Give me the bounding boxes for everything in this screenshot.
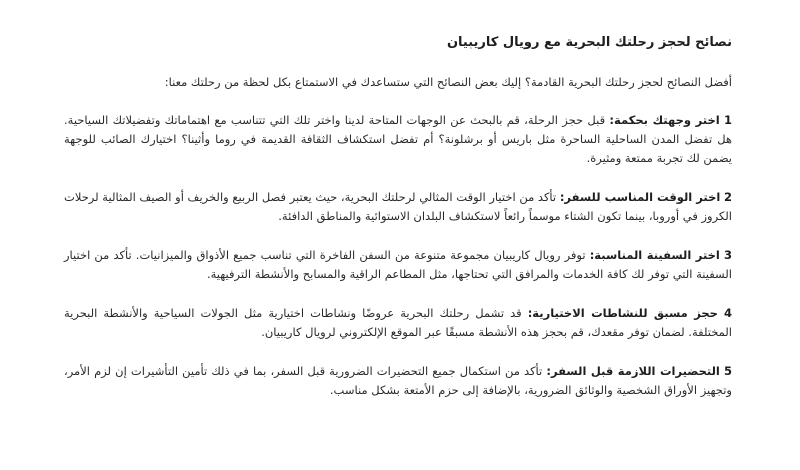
tip-heading: اختر وجهتك بحكمة: [609,113,720,127]
tip-number: 3 [724,248,733,262]
tip-item [64,111,732,168]
tip-heading: حجز مسبق للنشاطات الاختيارية: [527,306,718,320]
tip-item [64,188,732,226]
document-title: نصائح لحجز رحلتك البحرية مع رويال كاريبيان [446,35,732,50]
tip-body: قبل حجز الرحلة، قم بالبحث عن الوجهات المتاحة لدينا واختر تلك التي تتناسب مع اهتماماتك وتفضيلاتك السياحية. هل تفضل المدن الساحلية الساحرة مثل باريس أو برشلونة؟ أم تفضل استكشاف الثقافة القديمة في روما وأثينا؟ اختيارك الصائب للوجهة يضمن لك تجربة ممتعة ومثيرة. [64,113,732,165]
tip-number: 5 [724,364,733,378]
tip-number: 1 [724,113,733,127]
intro-paragraph: أفضل النصائح لحجز رحلتك البحرية القادمة؟ إليك بعض النصائح التي ستساعدك في الاستمتاع بكل لحظة من رحلتك معنا: [164,75,732,89]
tip-heading: اختر السفينة المناسبة: [589,248,720,262]
tip-body: تأكد من اختيار الوقت المثالي لرحلتك البحرية، حيث يعتبر فصل الربيع والخريف أو الصيف المثالية لرحلات الكروز في أوروبا، بينما تكون الشتاء موسماً رائعاً لاستكشاف البلدان الاستوائية والمناطق الدافئة. [64,190,732,223]
tip-body: توفر رويال كاريبيان مجموعة متنوعة من السفن الفاخرة التي تناسب جميع الأذواق والميزانيات. تأكد من اختيار السفينة التي توفر لك كافة الخدمات والمرافق التي تحتاجها، مثل المطاعم الراقية والمسابح والأنشطة الترفيهية. [64,248,732,281]
tip-body: تأكد من استكمال جميع التحضيرات الضرورية قبل السفر، بما في ذلك تأمين التأشيرات إن لزم الأمر، وتجهيز الأوراق الشخصية والوثائق الضرورية، بالإضافة إلى حزم الأمتعة بشكل مناسب. [64,364,732,397]
tip-item [64,362,732,400]
tips-list [64,111,732,400]
tip-heading: اختر الوقت المناسب للسفر: [559,190,721,204]
tip-item [64,304,732,342]
tip-item [64,246,732,284]
tip-number: 2 [724,190,733,204]
tip-body: قد تشمل رحلتك البحرية عروضًا ونشاطات اختيارية مثل الجولات السياحية والأنشطة البحرية المختلفة. لضمان توفر مقعدك، قم بحجز هذه الأنشطة مسبقًا عبر الموقع الإلكتروني لرويال كاريبيان. [64,306,732,339]
tip-heading: التحضيرات اللازمة قبل السفر: [546,364,720,378]
tip-number: 4 [723,306,732,320]
